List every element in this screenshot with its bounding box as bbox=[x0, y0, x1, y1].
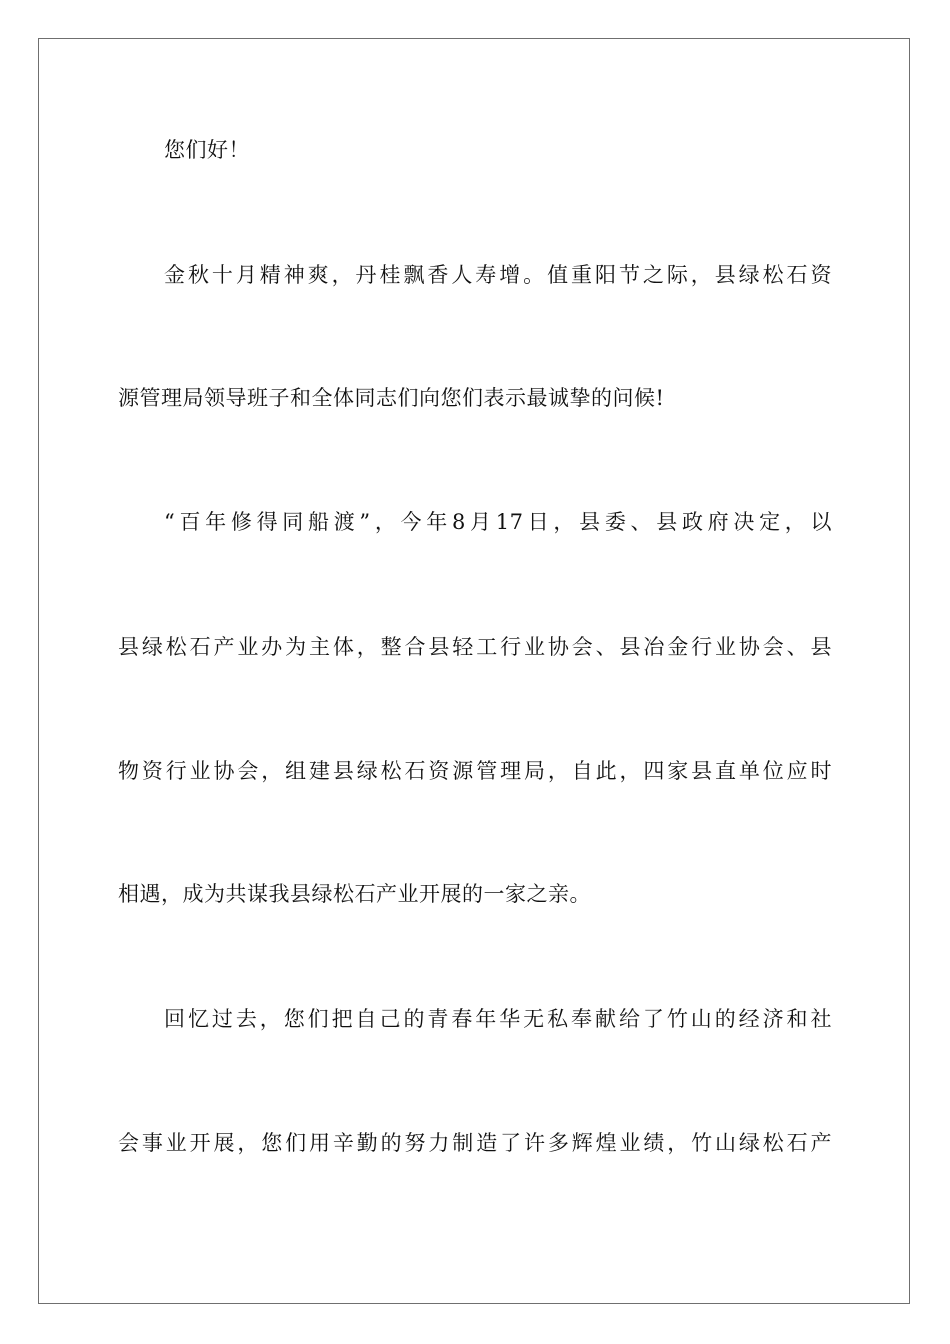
paragraph-1-line-1: 金秋十月精神爽，丹桂飘香人寿增。值重阳节之际，县绿松石资 bbox=[164, 263, 832, 287]
paragraph-3-line-1: 回忆过去，您们把自己的青春年华无私奉献给了竹山的经济和社 bbox=[164, 1007, 832, 1031]
greeting-line: 您们好！ bbox=[164, 138, 250, 162]
paragraph-2-line-1: “百年修得同船渡”，今年8月17日，县委、县政府决定，以 bbox=[164, 510, 832, 534]
paragraph-2-line-2: 县绿松石产业办为主体，整合县轻工行业协会、县冶金行业协会、县 bbox=[118, 635, 832, 659]
paragraph-2-line-3: 物资行业协会，组建县绿松石资源管理局，自此，四家县直单位应时 bbox=[118, 759, 832, 783]
paragraph-2-line-4: 相遇，成为共谋我县绿松石产业开展的一家之亲。 bbox=[118, 882, 591, 906]
paragraph-3-line-2: 会事业开展，您们用辛勤的努力制造了许多辉煌业绩，竹山绿松石产 bbox=[118, 1131, 832, 1155]
page-border bbox=[38, 38, 910, 1304]
paragraph-1-line-2: 源管理局领导班子和全体同志们向您们表示最诚挚的问候! bbox=[118, 386, 665, 410]
